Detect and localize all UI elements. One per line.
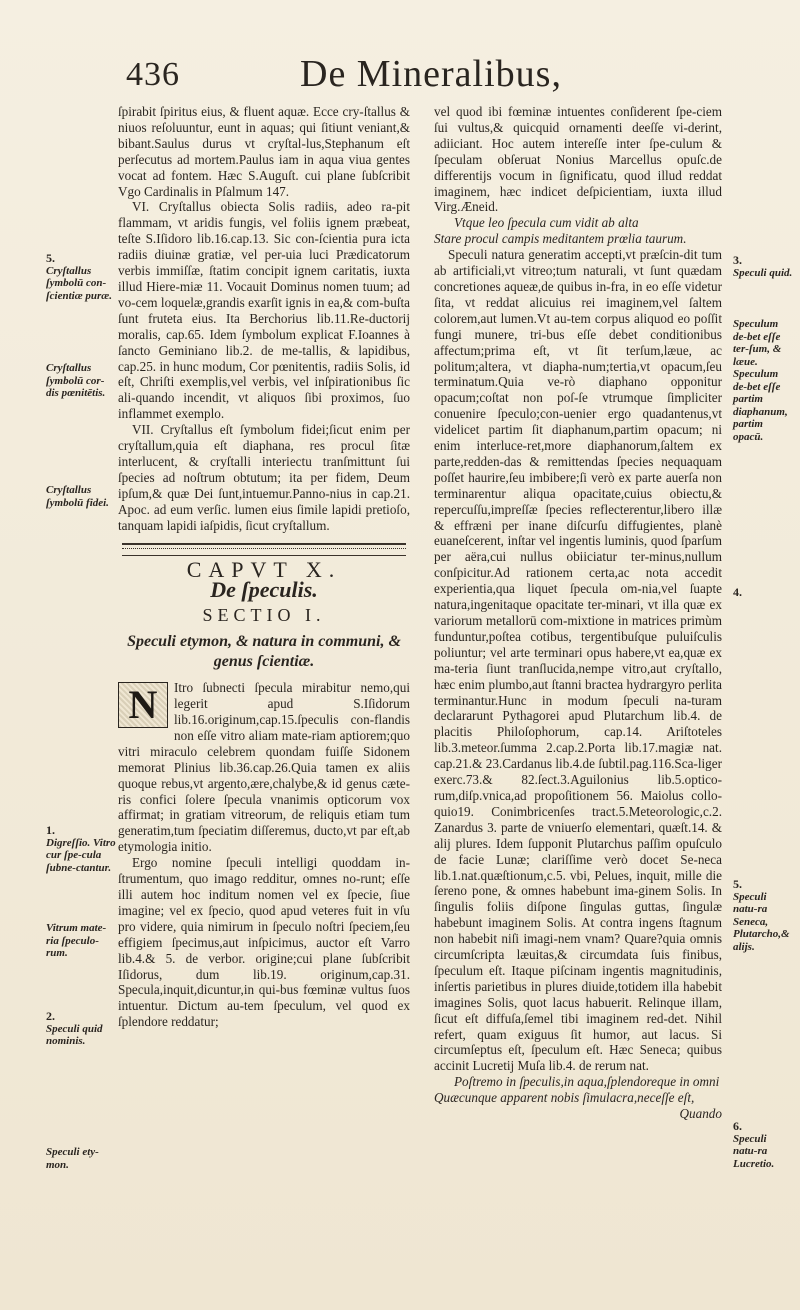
paragraph: Itro ſubnecti ſpecula mirabitur nemo,qui legerit apud S.Iſidorum lib.16.originum,cap.15.ſpeculis con-flandis non eſſe vitro aliam mate-riam aptiorem;quo vitri miraculo celebrem quondam fuiſſe Sidonem memorat Plinius lib.36.cap.26.Quia tamen ex aliis quoque rebus,vt argento,ære,chalybe,& id genus cæte-ris confici ſolere ſpecula vnanimis opticorum vox affirmat; in gratiam vitreorum, de reliquis etiam tum generatim,tum ſpeciatim diſſeremus, ducto,vt par eſt,ab etymologia initio. (118, 680, 410, 855)
left-column (118, 104, 410, 1030)
verse-line: Stare procul campis meditantem prœlia taurum. (434, 231, 687, 247)
paragraph: Ergo nomine ſpeculi intelligi quoddam in-ſtrumentum, quo imago redditur, omnes no-runt; eſſe illi autem hoc inditum nomen vel ex ſpecie, ſiue imagine; vel ex ſpecio, quod apud veteres fuit in vſu pro videre, quia nimirum in ſpeculo noſtri ſpeciem,ſeu effigiem ſpecimus,aut inſpicimus, auctor eſt Varro lib.4.& 5. de verbor. origine;cui plane ſubſcribit Iſidorus, dum lib.19. originum,cap.31. Specula,inquit,dicuntur,in qui-bus fœminæ vultus ſuos intuentur. Dictum au-tem ſpeculum, vel quod ex ſplendore reddatur; (118, 855, 410, 1030)
verse-line: Poſtremo in ſpeculis,in aqua,ſplendoreque in omni (454, 1074, 720, 1090)
margin-note-left-1: 5. Cryſtallus ſymbolū con-ſcientiæ puræ. (46, 251, 112, 302)
ornamental-rule (122, 543, 406, 556)
catchword: Quando (679, 1106, 722, 1122)
margin-note-left-6: 2. Speculi quid nominis. (46, 1009, 103, 1047)
margin-note-left-5: Vitrum mate-ria ſpeculo-rum. (46, 922, 107, 959)
running-head: De Mineralibus, (300, 53, 562, 95)
paragraph: VII. Cryſtallus eſt ſymbolum fidei;ſicut enim per cryſtallum,quia eſt diaphana, res procul ſitæ interlucent, & cryſtalli interiectu tranſmittunt ſui ſpecies ad noſtrum obtutum; ita per fidem, Deum ipſum,& quæ Dei ſunt,intuemur.Panno-nius in cap.21. Apoc. ad eum verſic. lumen eius ſimile lapidi pretioſo, tanquam lapidi iaſpidis, ſicut cryſtallum. (118, 422, 410, 533)
margin-note-left-7: Speculi ety-mon. (46, 1146, 99, 1171)
margin-note-right-2: Speculum de-bet eſſe ter-ſum, & læue. Speculum de-bet eſſe partim diaphanum, partim opacū. (733, 318, 788, 443)
chapter-heading: CAPVT X. (186, 557, 342, 583)
paragraph: vel quod ibi fœminæ intuentes conſiderent ſpe-ciem ſui vultus,& quicquid ornamenti deeſſe vi-derint, adiiciant. Hoc autem intereſſe inter ſpe-culum & ſpeculam obſeruat Nonius Marcellus opuſc.de differentijs vocum in ſignificatu, quod illud reddat imaginem, hæc indicet deſpicientiam, iuxta illud Virg.Æneid. (434, 104, 722, 215)
margin-note-right-3: 4. (733, 585, 742, 599)
margin-note-right-4: 5. Speculi natu-ra Seneca, Plutarcho,& alijs. (733, 877, 790, 953)
paragraph: VI. Cryſtallus obiecta Solis radiis, adeo ra-pit flammam, vt aridis fungis, vel foliis ignem præbeat, teſte S.Iſidoro lib.16.cap.13. Sic con-ſcientia pura icta radiis diuinæ gratiæ, vel per-uia luci Prædicatorum verbis immiſſæ, ſtatim concipit ignem caritatis, iuxta illud Hiere-miæ 11. Vocauit Dominus nomen tuum; ad vo-cem loquelæ,grandis exarſit ignis in ea,& com-buſta ſunt fruteta eius. Ita Berchorius lib.11.Re-ductorij moralis, cap.65. Idem ſymbolum explicat F.Ioannes à ſancto Geminiano lib.2. de me-tallis, & lapidibus, cap.25. in hunc modum, Cor pœnitentis, radiis Solis, id eſt, Chriſti exemplis,vel verbis, vel inſpirationibus ſic ali-quando incendit, vt aliquos ſibi proximos, ſuo inflammet exemplo. (118, 199, 410, 422)
margin-note-left-3: Cryſtallus ſymbolū fidei. (46, 484, 109, 509)
section-title: Speculi etymon, & natura in communi, & genus ſcientiæ. (127, 633, 401, 671)
page-number: 436 (126, 56, 180, 93)
page-header (0, 52, 800, 100)
chapter-title: De ſpeculis. (210, 577, 318, 603)
right-column (434, 104, 722, 1122)
verse-line: Vtque leo ſpecula cum vidit ab alta (454, 215, 639, 231)
paragraph: ſpirabit ſpiritus eius, & fluent aquæ. Ecce cry-ſtallus & niuos reſoluuntur, eunt in aquas; qui ſitiunt veniant,& bibant.Saulus durus vt cryſtal-lus,Stephanum eſt perſecutus ad mortem.Paulus iam in aqua viua gentes vocat ad fontem. Hæc S.Auguſt. cui plane ſubſcribit Vgo Cardinalis in Pſalmum 147. (118, 104, 410, 199)
drop-cap: N (118, 682, 168, 728)
paragraph: Speculi natura generatim accepti,vt præſcin-dit tum ab artificiali,vt vitreo;tum naturali, vt ſunt quædam concretiones aqueæ,de quibus in-fra, in eo eſſe videtur ſita, vt reddat alicuius rei imaginem,vel ſaltem colorem,aut lumen.Vt au-tem corpus aliquod eo poſſit fungi munere, tri-bus eſſe debet conditionibus affectum;prima eſt, vt ſit terſum,læue, ac politum;altera, vt diapha-num;tertia,vt opacum,ſeu terminatum.Quia ve-rò diaphano opponitur opacum;coſtat non poſ-ſe vtrumque ſimpliciter conuenire ſpeculo;con-uenier ergo quadantenus,vt videlicet partim ſit diaphanum,partim opacum; ni enim interluce-ret,more diaphanorum,ſaltem ex parte,redden-das & remittendas ſpecies nequaquam poſſet haurire,ſeu imbibere;ſi verò ex parte auerſa non terminarentur aliqua opacitate,cuius obiectu,& repercuſſu,impreſſæ ſpecies reflecterentur,libero illæ & effræni per inane diſcurſu diffugientes, planè euaneſcerent, inſtar vel ingentis luminis, quod ſparſum per aëra,cui nullus obiiciatur ter-minus,nullum conſpicitur.Ad rationem certa,ac nota accedit experientia,qua liquet ſpecula om-nia,vel ſuapte natura,ingenitaque opacitate ter-minari, vt illa quæ ex variorum metallorū com-mixtione in matrices primùm funduntur,poſtea cotibus, tergentibuſque puluiſculis poliuntur; vel arte terminari opus habere,vt ea,quæ ex ma-teria ſiunt tranſlucida,nempe vitro,aut cryſtallo, hæc enim plumbo,aut ſtanni bractea hydrargyro perlita terminantur.Hunc in modum ſpeculi na-turam declararunt Pythagorei apud Plutarchum lib.4. de placitis Philoſophorum, cap.14. Ariſtoteles lib.3.meteor.ſumma 2.cap.2.Porta lib.17.magiæ nat. cap.21.& 23.Cardanus lib.4.de ſubtil.pag.116.Sca-liger exerc.73.& 82.ſect.3.Aguilonius lib.5.optico-rum,diſp.vnica,ad propoſitionem 56. Maiolus collo-quio19. Conimbricenſes tract.5.Meteorologic,c.2. Zanardus 3. parte de vniuerſo elementari, quæſt.14. & alij plures. Idem ſupponit Plutarchus paſſim opuſculo de facie Lunæ; clariſſime verò docet Se-neca lib.1.nat.quæſtionum,c.5. vbi, Pelues, inquit, mille die ſereno pone, & omnes habebunt ima-ginem Solis. In ſingulis foliis diſpone ſingulas guttas, ſingulæ habebunt imaginem Solis. At contra ingens ſtagnum non habebit niſi imagi-nem vnam? Quare?quia omnis circumſcripta læuitas,& circumdata ſuis finibus, ſpeculum eſt. Itaque piſcinam ingentis magnitudinis, inſertis parietibus in plures diuide,totidem illa habebit imagines Solis, quot lacus habuerit. Relinque illam, ſicut eſt diffuſa,ſemel tibi imaginem red-det. Nihil refert, quam exiguus ſit humor, aut lacus. Si circumſeptus eſt, ſpeculum eſt. Hæc Seneca; quibus accinit Lucretij Muſa lib.4. de rerum nat. (434, 247, 722, 1074)
margin-note-left-2: Cryſtallus ſymbolū cor-dis pœnitētis. (46, 362, 106, 399)
margin-note-right-1: 3. Speculi quid. (733, 253, 793, 279)
margin-note-left-4: 1. Digreſſio. Vitro cur ſpe-cula ſubne-ctantur. (46, 823, 116, 874)
margin-note-right-5: 6. Speculi natu-ra Lucretio. (733, 1119, 775, 1170)
verse-line: Quæcunque apparent nobis ſimulacra,neceſſe eſt, (434, 1090, 695, 1106)
section-heading: SECTIO I. (202, 605, 326, 626)
